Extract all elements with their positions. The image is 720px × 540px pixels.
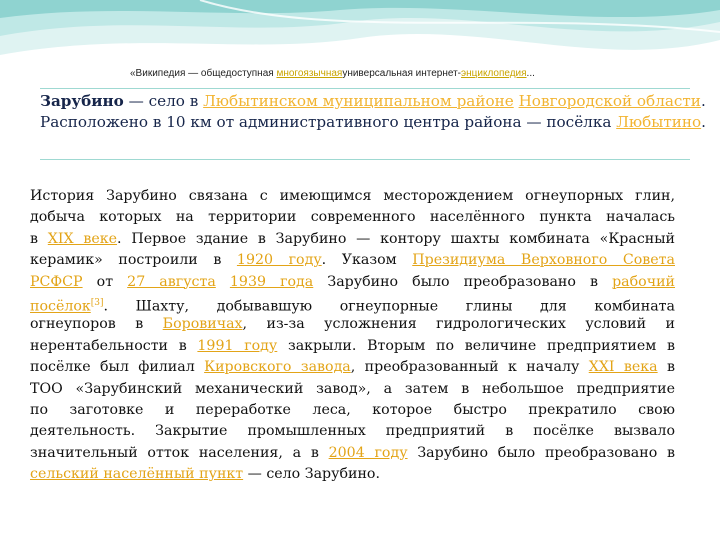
history-line: ТОО «Зарубинский механический завод», а затем в небольшое предприятие	[30, 380, 675, 397]
link-borovichi[interactable]: Боровичах	[162, 316, 243, 333]
history-line	[30, 314, 675, 335]
link-rural-settlement[interactable]: сельский населённый пункт	[30, 466, 244, 483]
lead-line-1	[40, 91, 706, 112]
history-line	[30, 336, 675, 357]
text	[216, 274, 230, 290]
lead-line-2	[40, 112, 706, 133]
link-workers-settlement[interactable]: рабочий	[612, 273, 675, 290]
link-1991[interactable]: 1991 году	[197, 337, 278, 354]
history-line	[30, 357, 675, 378]
tagline-link-multilingual[interactable]: многоязычная	[276, 68, 343, 79]
link-supreme-soviet-presidium[interactable]: Президиума Верховного Совета	[412, 252, 675, 269]
link-21st-century[interactable]: XXI века	[588, 359, 658, 376]
link-kirov-plant[interactable]: Кировского завода	[204, 359, 351, 376]
history-line: добыча которых на территории современного населённого пункта началась	[30, 209, 675, 226]
history-line	[30, 229, 675, 250]
footnote-ref[interactable]: [3]	[90, 297, 104, 308]
link-1920[interactable]: 1920 году	[236, 252, 322, 269]
wikipedia-tagline	[130, 68, 535, 79]
link-lyubytinsky-district[interactable]: Любытинском муниципальном районе	[203, 92, 514, 110]
tagline-prefix: «Википедия — общедоступная	[130, 68, 277, 79]
text: , из-за усложнения гидрологических условий и	[242, 316, 675, 333]
lead-text: .	[701, 113, 706, 131]
lead-title: Зарубино	[40, 92, 124, 110]
text: . Указом	[321, 252, 413, 269]
text: закрыли. Вторым по величине предприятием в	[277, 337, 675, 354]
lead-paragraph	[40, 88, 706, 160]
link-27-august[interactable]: 27 августа	[127, 273, 216, 290]
link-2004[interactable]: 2004 году	[328, 444, 408, 461]
text: . Шахту, добывавшую огнеупорные глины для комбината	[103, 298, 675, 315]
tagline-middle: универсальная интернет-	[342, 68, 462, 79]
link-lyubytino[interactable]: Любытино	[616, 113, 702, 131]
link-settlement[interactable]: посёлок	[30, 298, 91, 315]
history-line: по заготовке и переработке леса, которое быстро прекратило свою	[30, 401, 675, 418]
history-paragraph	[30, 186, 675, 485]
lead-text: — село в	[123, 92, 204, 110]
history-line	[30, 272, 675, 293]
history-line	[30, 464, 675, 485]
text: значительный отток населения, а в	[30, 444, 329, 461]
link-1939[interactable]: 1939 года	[229, 273, 314, 290]
lead-text: Расположено в 10 км от административного центра района — посёлка	[40, 113, 617, 131]
text: — село Зарубино.	[243, 466, 380, 483]
tagline-link-encyclopedia[interactable]: энциклопедия	[461, 68, 527, 79]
text: посёлке был филиал	[30, 359, 205, 376]
lead-text: .	[700, 92, 706, 110]
tagline-suffix: ...	[526, 68, 535, 79]
text: нерентабельности в	[30, 337, 198, 354]
history-line: деятельность. Закрытие промышленных предприятий в посёлке вызвало	[30, 423, 675, 440]
history-line	[30, 250, 675, 271]
text: . Первое здание в Зарубино — контору шахты комбината «Красный	[117, 230, 675, 247]
history-line: История Зарубино связана с имеющимся месторождением огнеупорных глин,	[30, 188, 675, 204]
history-line	[30, 443, 675, 464]
text: в	[30, 230, 48, 247]
history-line	[30, 293, 675, 314]
text: от	[82, 273, 128, 290]
text: Зарубино было преобразовано в	[407, 444, 675, 461]
link-rsfsr[interactable]: РСФСР	[30, 273, 83, 290]
link-novgorod-oblast[interactable]: Новгородской области	[518, 92, 701, 110]
text: Зарубино было преобразовано в	[313, 273, 613, 290]
text: в	[657, 359, 675, 376]
text: керамик» построили в	[30, 252, 237, 269]
text: , преобразованный к началу	[350, 359, 589, 376]
link-19th-century[interactable]: XIX веке	[47, 230, 118, 247]
text: огнеупоров в	[30, 316, 163, 333]
